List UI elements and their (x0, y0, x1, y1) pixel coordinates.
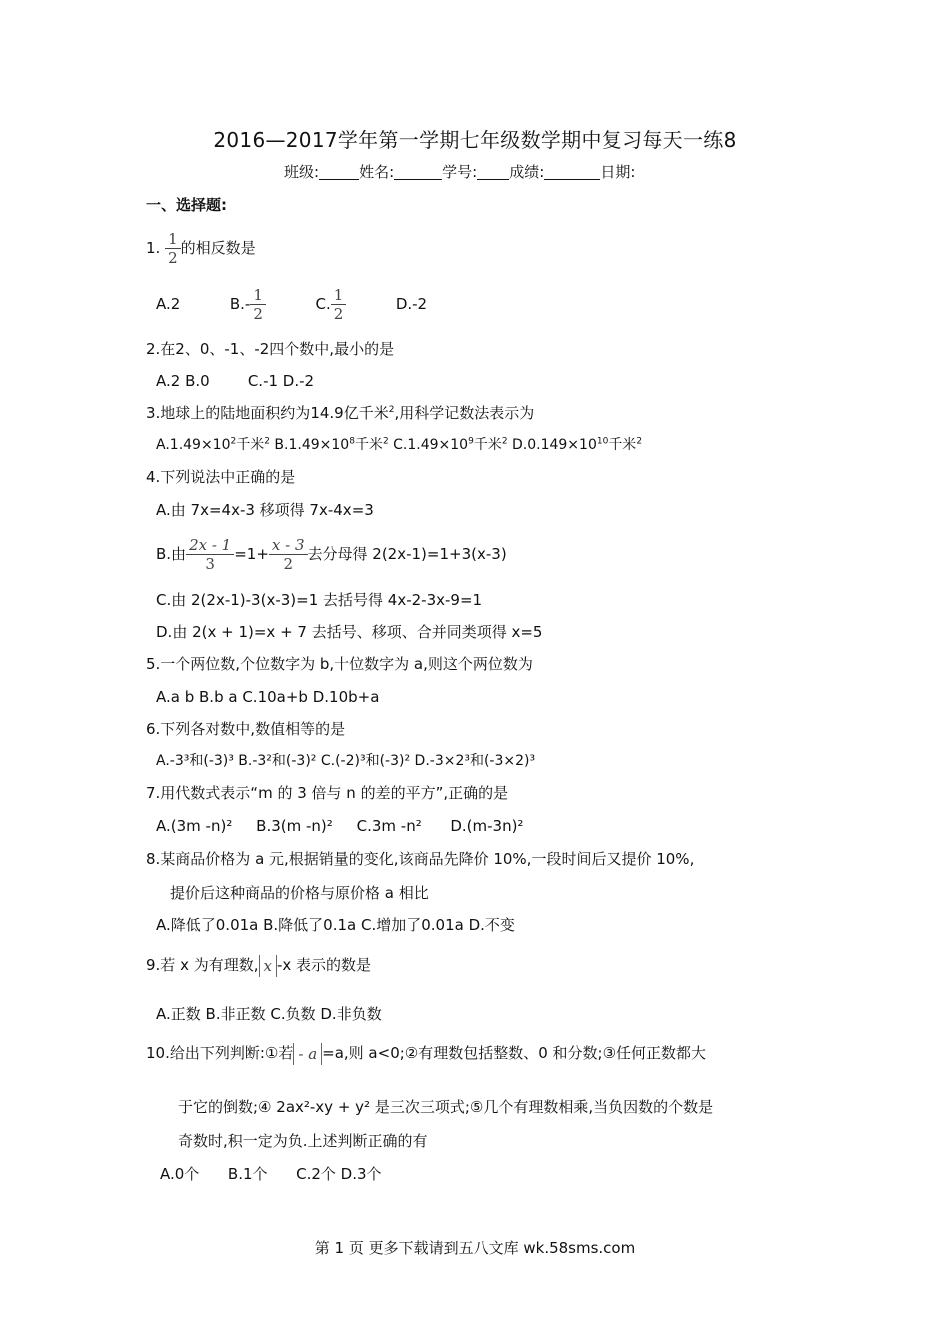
question-6-options: A.-3³和(-3)³ B.-3²和(-3)² C.(-2)³和(-3)² D.-3×2³和(-3×2)³ (156, 753, 536, 769)
question-5-options: A.a b B.b a C.10a+b D.10b+a (156, 688, 380, 706)
question-3: 3.地球上的陆地面积约为14.9亿千米$^2$,用科学记数法表示为 (146, 404, 535, 422)
question-9: 9.若 x 为有理数, x -x 表示的数是 (146, 956, 372, 975)
class-label: 班级 (284, 163, 315, 181)
question-3-options: $A.1.49\times 10^2$千米$^2$ $B.1.49\times 10^8$千米$^2$ $C.1.49\times 10^9$千米$^2$ $D.0.149\times 10^{10}$千米$^2$ (156, 436, 643, 453)
question-7: 7.用代数式表示“m 的 3 倍与 n 的差的平方”,正确的是 (146, 784, 509, 802)
question-10-line3: 奇数时,积一定为负.上述判断正确的有 (178, 1132, 428, 1150)
question-6: 6.下列各对数中,数值相等的是 (146, 720, 346, 738)
question-8: 8.某商品价格为 a 元,根据销量的变化,该商品先降价 10%,一段时间后又提价 10%, (146, 850, 695, 868)
class-blank (319, 164, 359, 180)
q1-option-d: D.-2 (395, 295, 428, 313)
id-label: 学号 (442, 163, 473, 181)
question-2: 2.在2、0、-1、-2四个数中,最小的是 (146, 340, 395, 358)
name-blank (394, 164, 442, 180)
student-info-line: 班级: 姓名: 学号: 成绩: 日期: (284, 163, 636, 181)
question-1-options: A.2 B.- $\frac{1}{2}$ C. $\frac{1}{2}$ D.-2 (156, 286, 428, 323)
q4-option-b: B.由 $\frac{2x - 1}{3}$ =1+ $\frac{x - 3}{2}$ 去分母得 2(2x-1)=1+3(x-3) (156, 536, 507, 573)
page-footer: 第 1 页 更多下载请到五八文库 wk.58sms.com (314, 1239, 636, 1257)
score-label: 成绩 (509, 163, 540, 181)
question-10-options: A.0个 B.1个 C.2个 D.3个 (160, 1165, 382, 1183)
id-blank (477, 164, 509, 180)
question-10: 10.给出下列判断:①若 - a =a,则 a<0;②有理数包括整数、0 和分数;③任何正数都大 (146, 1044, 707, 1063)
abs-x-expression: x (259, 955, 277, 977)
abs-neg-a-expression: - a (293, 1043, 322, 1065)
question-9-options: A.正数 B.非正数 C.负数 D.非负数 (156, 1005, 382, 1023)
question-5: 5.一个两位数,个位数字为 b,十位数字为 a,则这个两位数为 (146, 655, 533, 673)
name-label: 姓名 (359, 163, 390, 181)
question-1: 1. $\frac{1}{2}$ 的相反数是 (146, 230, 256, 267)
date-label: 日期 (600, 163, 631, 181)
q4-option-c: C.由 2(2x-1)-3(x-3)=1 去括号得 4x-2-3x-9=1 (156, 591, 483, 609)
q1-option-c: C. (315, 295, 331, 313)
fraction-half: $\frac{1}{2}$ (165, 230, 181, 267)
question-2-options: A.2 B.0 C.-1 D.-2 (156, 372, 315, 390)
question-4: 4.下列说法中正确的是 (146, 468, 296, 486)
question-8-line2: 提价后这种商品的价格与原价格 a 相比 (170, 884, 429, 902)
question-10-line2: 于它的倒数;④ 2ax²-xy + y² 是三次三项式;⑤几个有理数相乘,当负因数的个数是 (178, 1098, 714, 1116)
question-8-options: A.降低了0.01a B.降低了0.1a C.增加了0.01a D.不变 (156, 916, 515, 934)
score-blank (544, 164, 600, 180)
q4-option-d: D.由 2(x + 1)=x + 7 去括号、移项、合并同类项得 x=5 (156, 623, 543, 641)
q1-option-b: B.- (229, 295, 251, 313)
question-7-options: A.(3m -n)² B.3(m -n)² C.3m -n² D.(m-3n)² (156, 817, 524, 835)
document-title: 2016—2017学年第一学期七年级数学期中复习每天一练8 (213, 128, 737, 152)
q4-option-a: A.由 7x=4x-3 移项得 7x-4x=3 (156, 501, 374, 519)
section-title: 一、选择题: (146, 196, 227, 214)
q1-option-a: A.2 (156, 295, 181, 313)
